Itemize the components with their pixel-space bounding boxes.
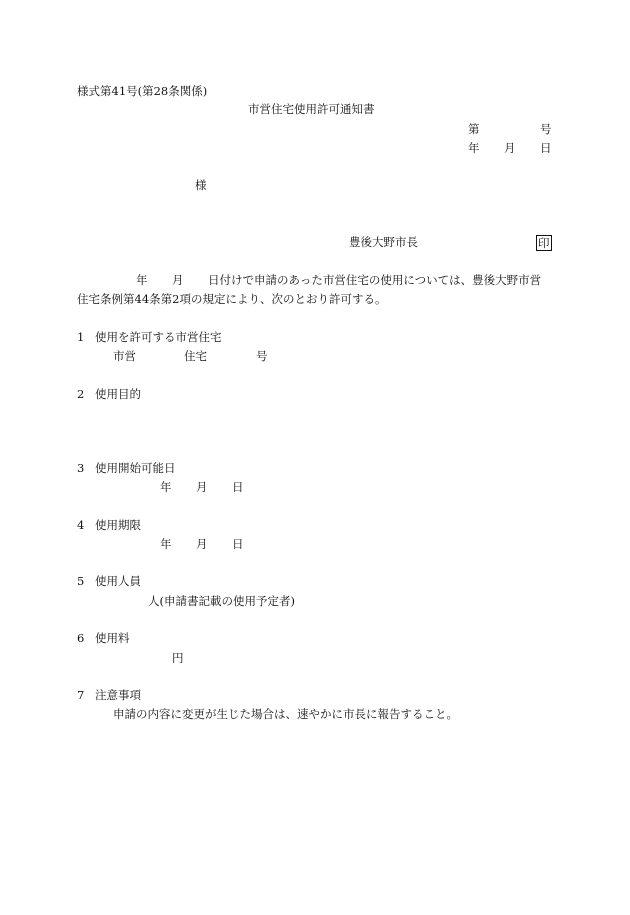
item-number: 7 bbox=[77, 688, 85, 702]
item-sub-month: 月 bbox=[196, 537, 208, 551]
body-line2: 住宅条例第44条第2項の規定により、次のとおり許可する。 bbox=[77, 292, 387, 306]
form-number: 様式第41号(第28条関係) bbox=[77, 84, 208, 98]
seal-stamp bbox=[536, 235, 552, 251]
document-title: 市営住宅使用許可通知書 bbox=[248, 102, 375, 116]
doc-number-dai: 第 bbox=[468, 122, 480, 136]
item-sub-go: 号 bbox=[256, 349, 268, 363]
item-sub-note: 申請の内容に変更が生じた場合は、速やかに市長に報告すること。 bbox=[113, 707, 458, 721]
doc-number-go: 号 bbox=[540, 122, 552, 136]
item-label: 使用人員 bbox=[95, 574, 141, 588]
body-year: 年 bbox=[136, 273, 148, 287]
item-label: 使用開始可能日 bbox=[95, 461, 176, 475]
item-sub-shiei: 市営 bbox=[113, 349, 136, 363]
issuer-name: 豊後大野市長 bbox=[349, 235, 418, 249]
item-number: 2 bbox=[77, 387, 85, 401]
recipient-sama: 様 bbox=[195, 178, 207, 192]
body-line1-rest: 日付けで申請のあった市営住宅の使用については、豊後大野市営 bbox=[208, 273, 542, 287]
date-day: 日 bbox=[540, 141, 552, 155]
date-month: 月 bbox=[504, 141, 516, 155]
item-sub-day: 日 bbox=[232, 480, 244, 494]
item-sub-month: 月 bbox=[196, 480, 208, 494]
item-sub-day: 日 bbox=[232, 537, 244, 551]
item-label: 使用期限 bbox=[95, 518, 141, 532]
date-year: 年 bbox=[468, 141, 480, 155]
item-sub-jutaku: 住宅 bbox=[184, 349, 207, 363]
item-sub-year: 年 bbox=[160, 537, 172, 551]
body-month: 月 bbox=[172, 273, 184, 287]
item-label: 注意事項 bbox=[95, 688, 141, 702]
item-number: 5 bbox=[77, 574, 85, 588]
item-sub-persons: 人(申請書記載の使用予定者) bbox=[148, 594, 295, 608]
item-number: 1 bbox=[77, 330, 85, 344]
item-number: 4 bbox=[77, 518, 85, 532]
item-label: 使用目的 bbox=[95, 387, 141, 401]
item-sub-year: 年 bbox=[160, 480, 172, 494]
seal-mark: 印 bbox=[538, 236, 550, 250]
item-label: 使用料 bbox=[95, 631, 130, 645]
item-number: 3 bbox=[77, 461, 85, 475]
item-label: 使用を許可する市営住宅 bbox=[95, 330, 222, 344]
item-number: 6 bbox=[77, 631, 85, 645]
item-sub-yen: 円 bbox=[172, 651, 184, 665]
